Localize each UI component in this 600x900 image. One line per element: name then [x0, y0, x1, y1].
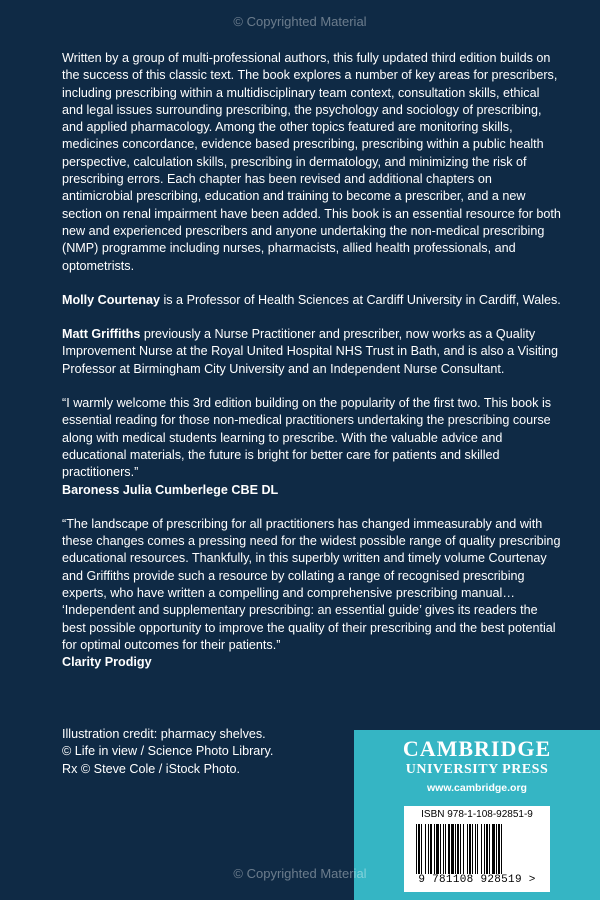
publisher-logo-line1: CAMBRIDGE	[402, 736, 552, 761]
endorsement-2-attribution: Clarity Prodigy	[62, 655, 152, 670]
publisher-url: www.cambridge.org	[427, 782, 527, 794]
credit-line-2: © Life in view / Science Photo Library.	[62, 744, 274, 759]
endorsement-1	[62, 395, 562, 499]
illustration-credits	[62, 726, 352, 778]
endorsement-1-attribution: Baroness Julia Cumberlege CBE DL	[62, 482, 279, 497]
barcode-digits: 9 781108 928519 >	[418, 874, 536, 886]
endorsement-2	[62, 516, 562, 672]
copyright-watermark-top: © Copyrighted Material	[233, 14, 367, 29]
endorsement-2-quote: “The landscape of prescribing for all practitioners has changed immeasurably and with these changes comes a pressing need for the widest possible range of quality prescribing educational resources. Thankfully, in this superbly written and timely volume Courtenay and Griffiths provide such a resource by collating a range of recognised prescribing experts, who have written a compelling and comprehensive prescribing manual… ‘Independent and supplementary prescribing: an essential guide’ gives its readers the best possible opportunity to improve the quality of their prescribing and the best potential for optimal outcomes for their patients.”	[62, 516, 561, 652]
author2-bio: previously a Nurse Practitioner and prescriber, now works as a Quality Improvement Nurse at the Royal United Hospital NHS Trust in Bath, and is also a Visiting Professor at Birmingham City University and an Independent Nurse Consultant.	[62, 327, 559, 376]
author1-paragraph	[62, 292, 562, 309]
endorsement-1-quote: “I warmly welcome this 3rd edition building on the popularity of the first two. This book is essential reading for those non-medical practitioners undertaking the prescribing course along with medical students learning to prescribe. With the valuable advice and educational materials, the future is bright for better care for patients and skilled practitioners.”	[62, 396, 552, 480]
credit-line-3: Rx © Steve Cole / iStock Photo.	[62, 761, 240, 776]
author1-bio: is a Professor of Health Sciences at Cardiff University in Cardiff, Wales.	[159, 292, 561, 307]
author2-paragraph	[62, 326, 562, 378]
description-paragraph: Written by a group of multi-professional authors, this fully updated third edition builds on the success of this classic text. The book explores a number of key areas for prescribers, including prescribing within a multidisciplinary team context, consultation skills, ethical and legal issues surrounding prescribing, the psychology and sociology of prescribing, and applied pharmacology. Among the other topics featured are monitoring skills, medicines concordance, evidence based prescribing, prescribing within a public health perspective, calculation skills, prescribing in dermatology, and minimizing the risk of prescribing errors. Each chapter has been revised and additional chapters on antimicrobial prescribing, education and training to become a prescriber, and a new section on renal impairment have been added. This book is an essential resource for both new and experienced prescribers and anyone undertaking the non-medical prescribing (NMP) programme including nurses, pharmacists, allied health professionals, and optometrists.	[62, 51, 561, 273]
author2-name: Matt Griffiths	[62, 327, 141, 342]
credit-line-1: Illustration credit: pharmacy shelves.	[62, 727, 266, 741]
publisher-logo-line2: UNIVERSITY PRESS	[405, 762, 549, 777]
back-cover-text	[62, 50, 562, 689]
isbn-number: ISBN 978-1-108-92851-9	[421, 809, 533, 820]
copyright-watermark-bottom: © Copyrighted Material	[233, 866, 367, 881]
author1-name: Molly Courtenay	[62, 292, 160, 307]
